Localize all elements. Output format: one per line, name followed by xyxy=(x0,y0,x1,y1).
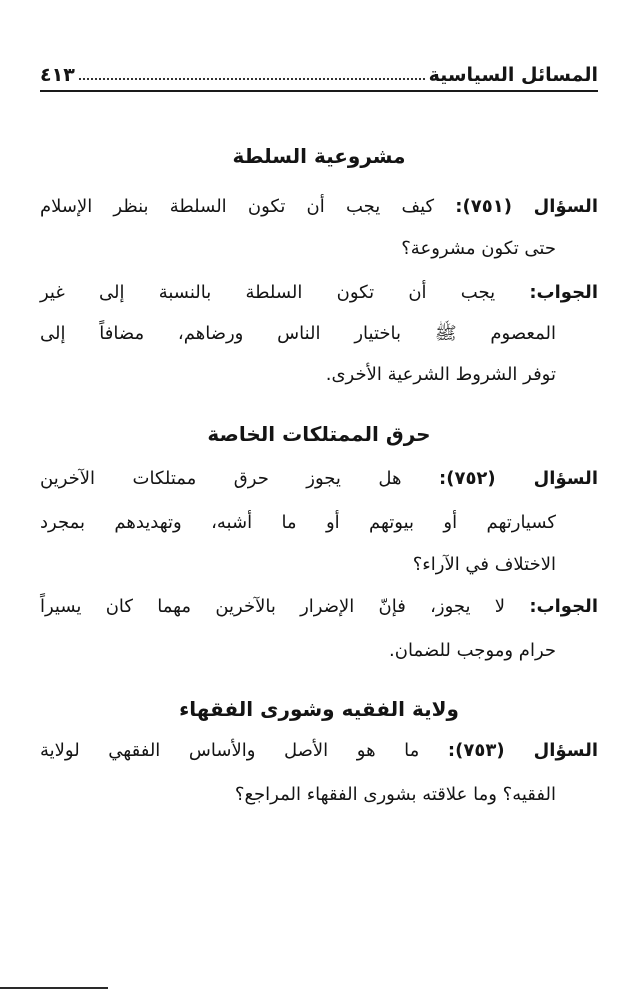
question-line xyxy=(40,740,598,761)
answer-line xyxy=(40,596,598,617)
answer-label: الجواب: xyxy=(529,596,598,617)
question-line xyxy=(40,196,598,217)
section-heading: ولاية الفقيه وشورى الفقهاء xyxy=(179,697,459,721)
section-heading: مشروعية السلطة xyxy=(232,144,406,168)
question-text: هل يجوز حرق ممتلكات الآخرين xyxy=(40,468,402,489)
question-line: حتى تكون مشروعة؟ xyxy=(401,238,556,259)
answer-text: لا يجوز، فإنّ الإضرار بالآخرين مهما كان يسيراً xyxy=(40,596,506,617)
answer-line: توفر الشروط الشرعية الأخرى. xyxy=(325,364,556,385)
question-line: كسيارتهم أو بيوتهم أو ما أشبه، وتهديدهم بمجرد xyxy=(40,512,556,533)
running-header xyxy=(40,56,598,92)
question-line xyxy=(40,468,598,489)
question-label: السؤال (٧٥١): xyxy=(455,196,598,217)
answer-line xyxy=(40,282,598,303)
page-number: ٤١٣ xyxy=(40,64,75,86)
answer-text: يجب أن تكون السلطة بالنسبة إلى غير xyxy=(40,282,496,303)
question-line: الاختلاف في الآراء؟ xyxy=(412,554,556,575)
section-heading: حرق الممتلكات الخاصة xyxy=(207,422,431,446)
answer-line: المعصوم ﷺ باختيار الناس ورضاهم، مضافاً إلى xyxy=(40,323,556,344)
leader-dots xyxy=(79,78,425,80)
answer-label: الجواب: xyxy=(529,282,598,303)
running-title: المسائل السياسية xyxy=(428,64,598,86)
answer-line: حرام وموجب للضمان. xyxy=(389,640,556,661)
footnote-rule xyxy=(0,987,108,989)
question-label: السؤال (٧٥٢): xyxy=(439,468,598,489)
question-text: كيف يجب أن تكون السلطة بنظر الإسلام xyxy=(40,196,435,217)
question-label: السؤال (٧٥٣): xyxy=(447,740,598,761)
question-text: ما هو الأصل والأساس الفقهي لولاية xyxy=(40,740,420,761)
question-line: الفقيه؟ وما علاقته بشورى الفقهاء المراجع؟ xyxy=(234,784,556,805)
